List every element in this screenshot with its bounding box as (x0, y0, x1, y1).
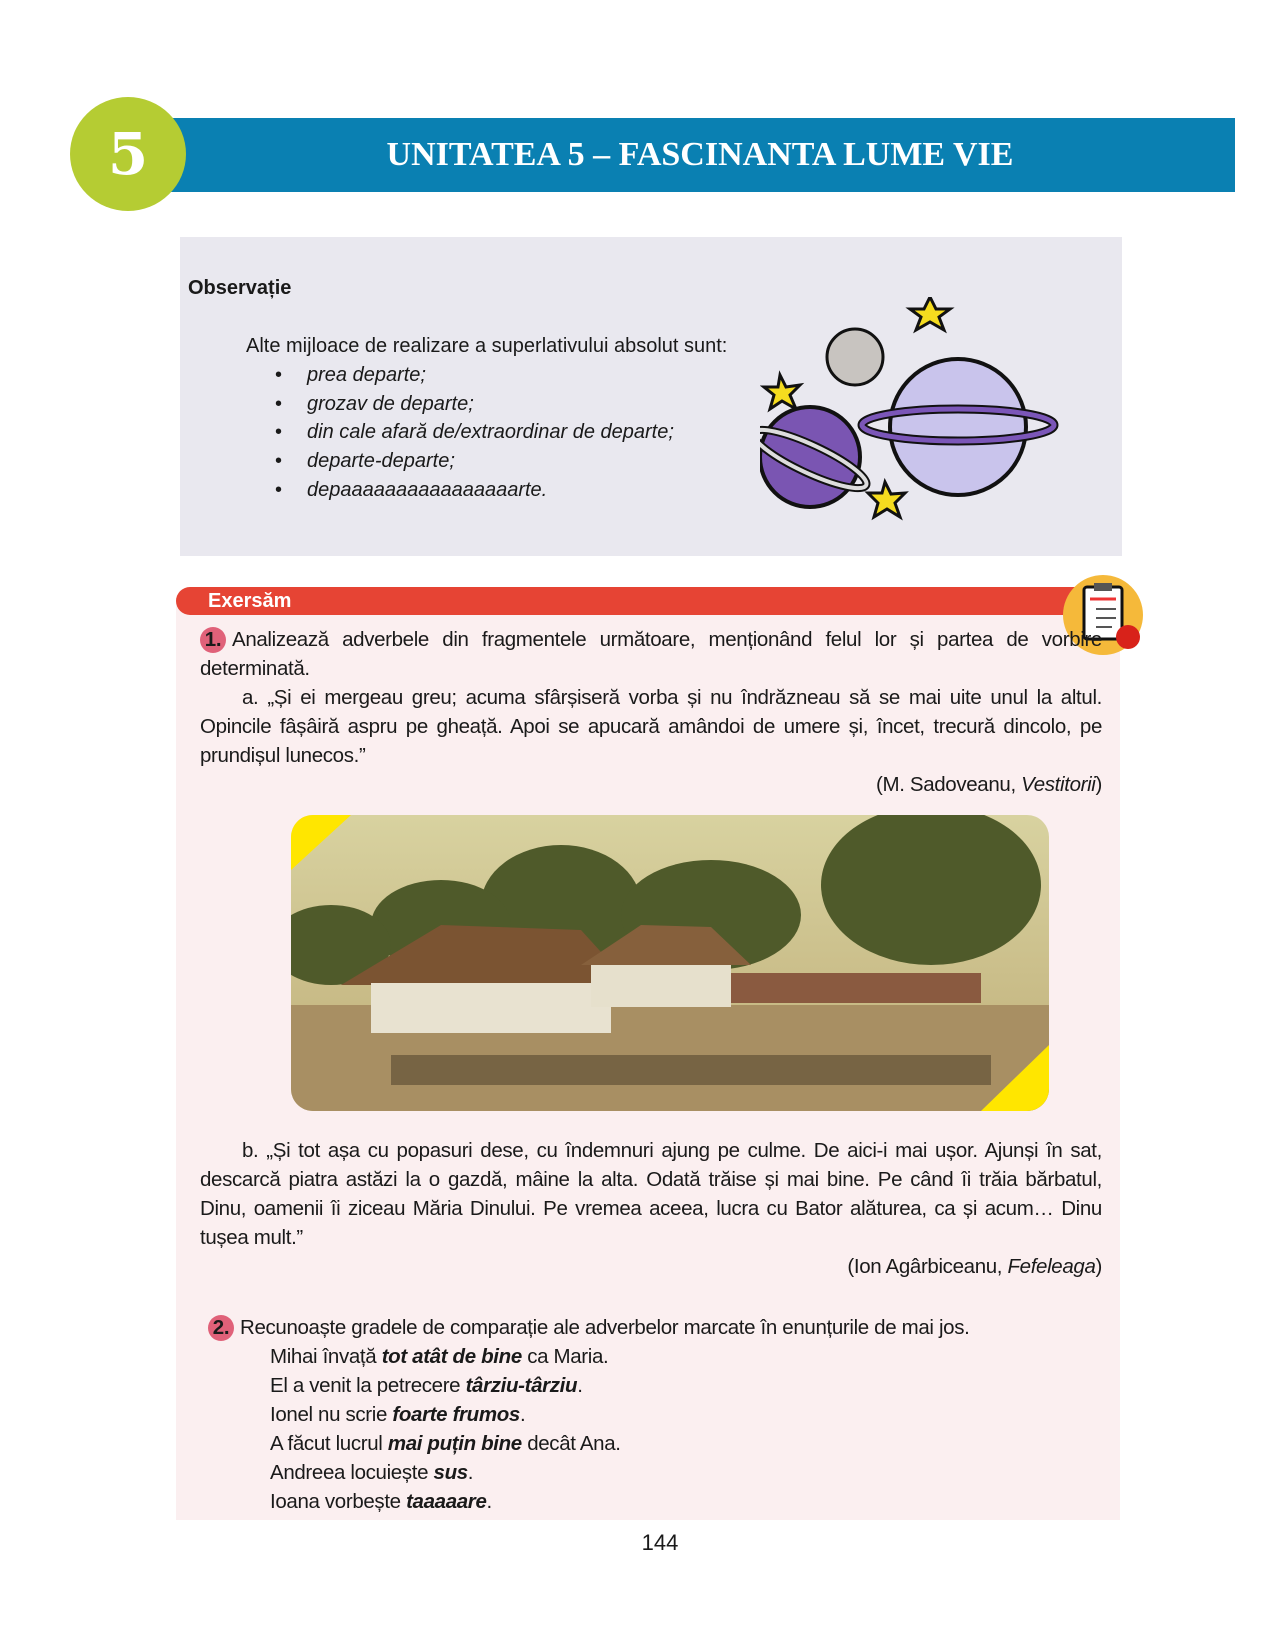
sentence: Andreea locuiește sus. (270, 1461, 474, 1484)
citation-a: (M. Sadoveanu, Vestitorii) (875, 773, 1102, 796)
citation-b: (Ion Agârbiceanu, Fefeleaga) (847, 1255, 1102, 1278)
exercise-section-title: Exersăm (176, 587, 1128, 615)
planet-icon (890, 359, 1026, 495)
observation-box (180, 237, 1122, 556)
sentence: Ionel nu scrie foarte frumos. (270, 1403, 526, 1426)
observation-list (275, 361, 674, 504)
fragment-a: a. „Și ei mergeau greu; acuma sfârșiseră vorba și nu îndrăzneau să se mai uite unul la altul. Opincile fâșâiră aspru pe gheață. Apoi se apucară amândoi de umere și, încet, trecură dincolo, pe prundișul lunecos.” (200, 686, 1102, 767)
exercise-2 (208, 1313, 1108, 1516)
sentence: Mihai învață tot atât de bine ca Maria. (270, 1345, 609, 1368)
list-item: • prea departe; (275, 361, 674, 390)
exercise-1-part-b (200, 1136, 1102, 1281)
sentence: El a venit la petrecere târziu-târziu. (270, 1374, 583, 1397)
list-item: • depaaaaaaaaaaaaaaaarte. (275, 476, 674, 505)
planets-illustration (760, 297, 1120, 547)
exercise-number: 2. (208, 1315, 234, 1341)
unit-title-banner: UNITATEA 5 – FASCINANTA LUME VIE (165, 118, 1235, 192)
moon-icon (827, 329, 883, 385)
fragment-b: b. „Și tot așa cu popasuri dese, cu îndemnuri ajung pe culme. De aici-i mai ușor. Ajunși în sat, descarcă piatra astăzi la o gazdă, mâine la alta. Odată trăise și mai bine. Pe când îi trăia bărbatul, Dinu, oamenii îi ziceau Măria Dinului. Pe vremea aceea, lucra cu Bator alăturea, ca și acum… Dinu tușea mult.” (200, 1139, 1102, 1249)
exercise-1-prompt (200, 625, 1102, 683)
list-item: • din cale afară de/extraordinar de departe; (275, 418, 674, 447)
prompt-text: Recunoaște gradele de comparație ale adverbelor marcate în enunțurile de mai jos. (240, 1316, 970, 1339)
sentence: A făcut lucrul mai puțin bine decât Ana. (270, 1432, 621, 1455)
exercise-2-prompt (208, 1313, 1108, 1342)
exercise-1 (200, 625, 1102, 799)
unit-number-badge: 5 (70, 97, 186, 211)
list-item: • grozav de departe; (275, 390, 674, 419)
list-item: • departe-departe; (275, 447, 674, 476)
exercise-number: 1. (200, 627, 226, 653)
page-number: 144 (641, 1530, 679, 1555)
village-photo (291, 815, 1049, 1111)
prompt-text: Analizează adverbele din fragmentele următoare, menționând felul lor și partea de vorbire determinată. (200, 628, 1102, 680)
observation-title: Observație (188, 277, 292, 299)
sentence: Ioana vorbește taaaaare. (270, 1490, 492, 1513)
observation-intro: Alte mijloace de realizare a superlativului absolut sunt: (246, 335, 728, 357)
